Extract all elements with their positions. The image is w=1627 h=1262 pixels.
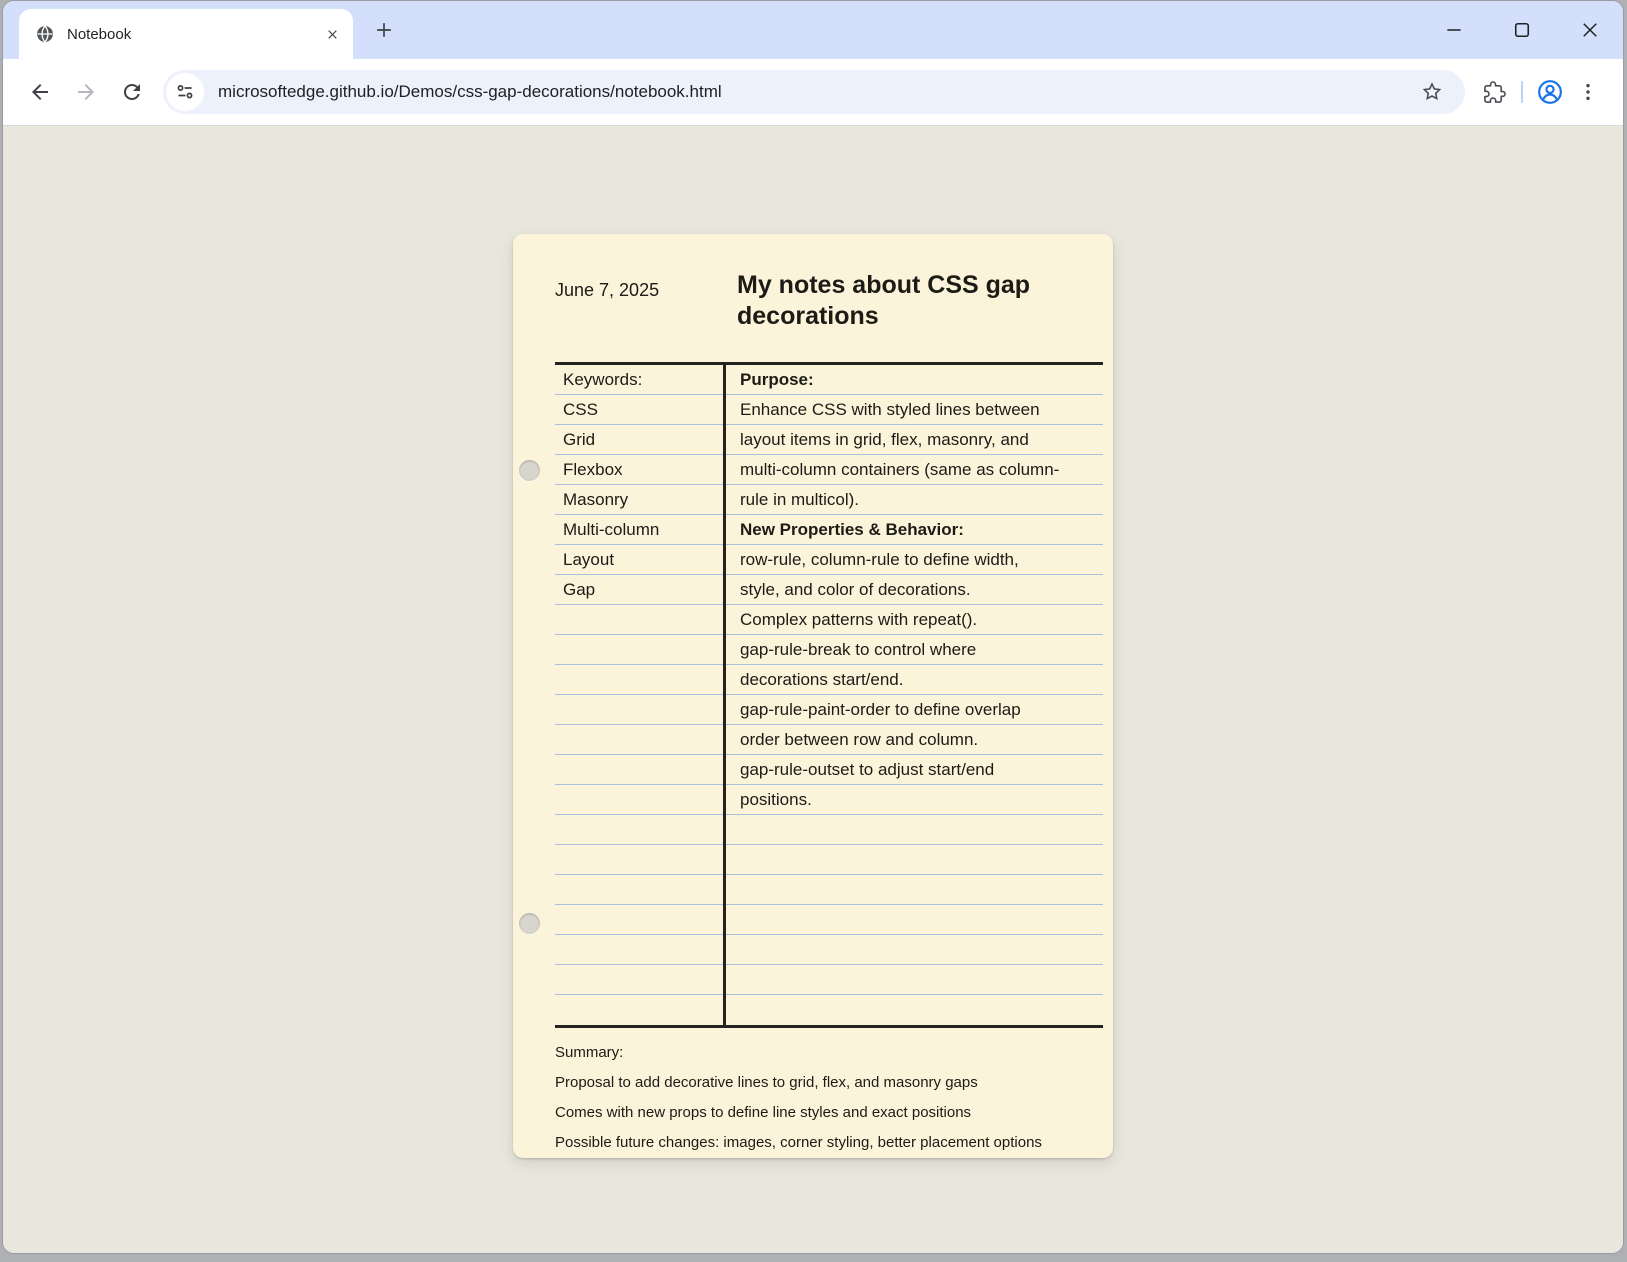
table-cell: Masonry: [555, 485, 723, 515]
window-close-icon[interactable]: [1579, 19, 1601, 41]
punch-hole: [519, 913, 540, 934]
table-cell-empty: [726, 995, 1103, 1025]
table-cell: decorations start/end.: [726, 665, 1103, 695]
browser-window: [2, 0, 1624, 1254]
table-cell-empty: [726, 935, 1103, 965]
table-cell: gap-rule-outset to adjust start/end: [726, 755, 1103, 785]
tab-title: Notebook: [67, 25, 132, 43]
window-controls: [1443, 1, 1601, 59]
table-cell-empty: [726, 905, 1103, 935]
summary-line: Proposal to add decorative lines to grid, flex, and masonry gaps: [555, 1074, 978, 1091]
table-cell: gap-rule-break to control where: [726, 635, 1103, 665]
table-cell-empty: [555, 905, 723, 935]
maximize-icon[interactable]: [1511, 19, 1533, 41]
table-cell-empty: [726, 815, 1103, 845]
browser-toolbar: [3, 59, 1623, 125]
address-bar[interactable]: [163, 70, 1465, 114]
table-cell: Flexbox: [555, 455, 723, 485]
tab-close-icon[interactable]: [319, 21, 345, 47]
url-text[interactable]: microsoftedge.github.io/Demos/css-gap-decorations/notebook.html: [218, 82, 722, 101]
browser-tab[interactable]: [19, 9, 353, 59]
summary-section: [555, 1044, 1103, 1151]
table-cell: CSS: [555, 395, 723, 425]
table-cell-empty: [555, 635, 723, 665]
table-cell: order between row and column.: [726, 725, 1103, 755]
forward-icon[interactable]: [63, 69, 109, 115]
new-tab-button[interactable]: [369, 15, 399, 45]
table-cell-empty: [555, 995, 723, 1025]
bookmark-star-icon[interactable]: [1413, 73, 1451, 111]
table-cell-empty: [555, 815, 723, 845]
table-cell: gap-rule-paint-order to define overlap: [726, 695, 1103, 725]
toolbar-separator: [1521, 81, 1523, 103]
table-cell: Complex patterns with repeat().: [726, 605, 1103, 635]
table-cell-empty: [555, 965, 723, 995]
table-cell-empty: [726, 965, 1103, 995]
table-cell: layout items in grid, flex, masonry, and: [726, 425, 1103, 455]
table-cell-empty: [555, 695, 723, 725]
globe-favicon-icon: [35, 24, 55, 44]
table-cell-empty: [555, 755, 723, 785]
table-cell-empty: [555, 875, 723, 905]
table-cell: Enhance CSS with styled lines between: [726, 395, 1103, 425]
table-cell-empty: [726, 875, 1103, 905]
reload-icon[interactable]: [109, 69, 155, 115]
summary-line: Comes with new props to define line styles and exact positions: [555, 1104, 972, 1121]
extensions-puzzle-icon[interactable]: [1475, 73, 1513, 111]
minimize-icon[interactable]: [1443, 19, 1465, 41]
table-cell: multi-column containers (same as column-: [726, 455, 1103, 485]
notes-table: [555, 362, 1103, 1028]
table-cell: Keywords:: [555, 365, 723, 395]
back-icon[interactable]: [17, 69, 63, 115]
table-cell: positions.: [726, 785, 1103, 815]
table-cell: Purpose:: [726, 365, 1103, 395]
table-cell: New Properties & Behavior:: [726, 515, 1103, 545]
summary-line: Possible future changes: images, corner styling, better placement options: [555, 1134, 1042, 1151]
table-cell: Layout: [555, 545, 723, 575]
table-cell: Gap: [555, 575, 723, 605]
summary-lines: [555, 1074, 1103, 1151]
table-cell: Grid: [555, 425, 723, 455]
notebook-card: [513, 234, 1113, 1158]
note-date: June 7, 2025: [555, 280, 660, 300]
menu-dots-icon[interactable]: [1569, 73, 1607, 111]
toolbar-right: [1475, 73, 1607, 111]
profile-avatar-icon[interactable]: [1531, 73, 1569, 111]
summary-label: Summary:: [555, 1044, 624, 1061]
table-cell: row-rule, column-rule to define width,: [726, 545, 1103, 575]
page-content: [3, 125, 1623, 1253]
punch-hole: [519, 460, 540, 481]
tab-strip: [3, 1, 1623, 59]
table-cell-empty: [555, 785, 723, 815]
table-cell-empty: [555, 665, 723, 695]
table-cell: Multi-column: [555, 515, 723, 545]
table-cell: style, and color of decorations.: [726, 575, 1103, 605]
keywords-column: [555, 365, 723, 1025]
table-cell-empty: [726, 845, 1103, 875]
purpose-column: [723, 365, 1103, 1025]
site-settings-icon[interactable]: [166, 73, 204, 111]
table-cell-empty: [555, 605, 723, 635]
table-cell-empty: [555, 725, 723, 755]
table-cell-empty: [555, 845, 723, 875]
page-title: My notes about CSS gap decorations: [737, 271, 1031, 330]
table-cell-empty: [555, 935, 723, 965]
note-header: [555, 270, 1103, 332]
table-cell: rule in multicol).: [726, 485, 1103, 515]
